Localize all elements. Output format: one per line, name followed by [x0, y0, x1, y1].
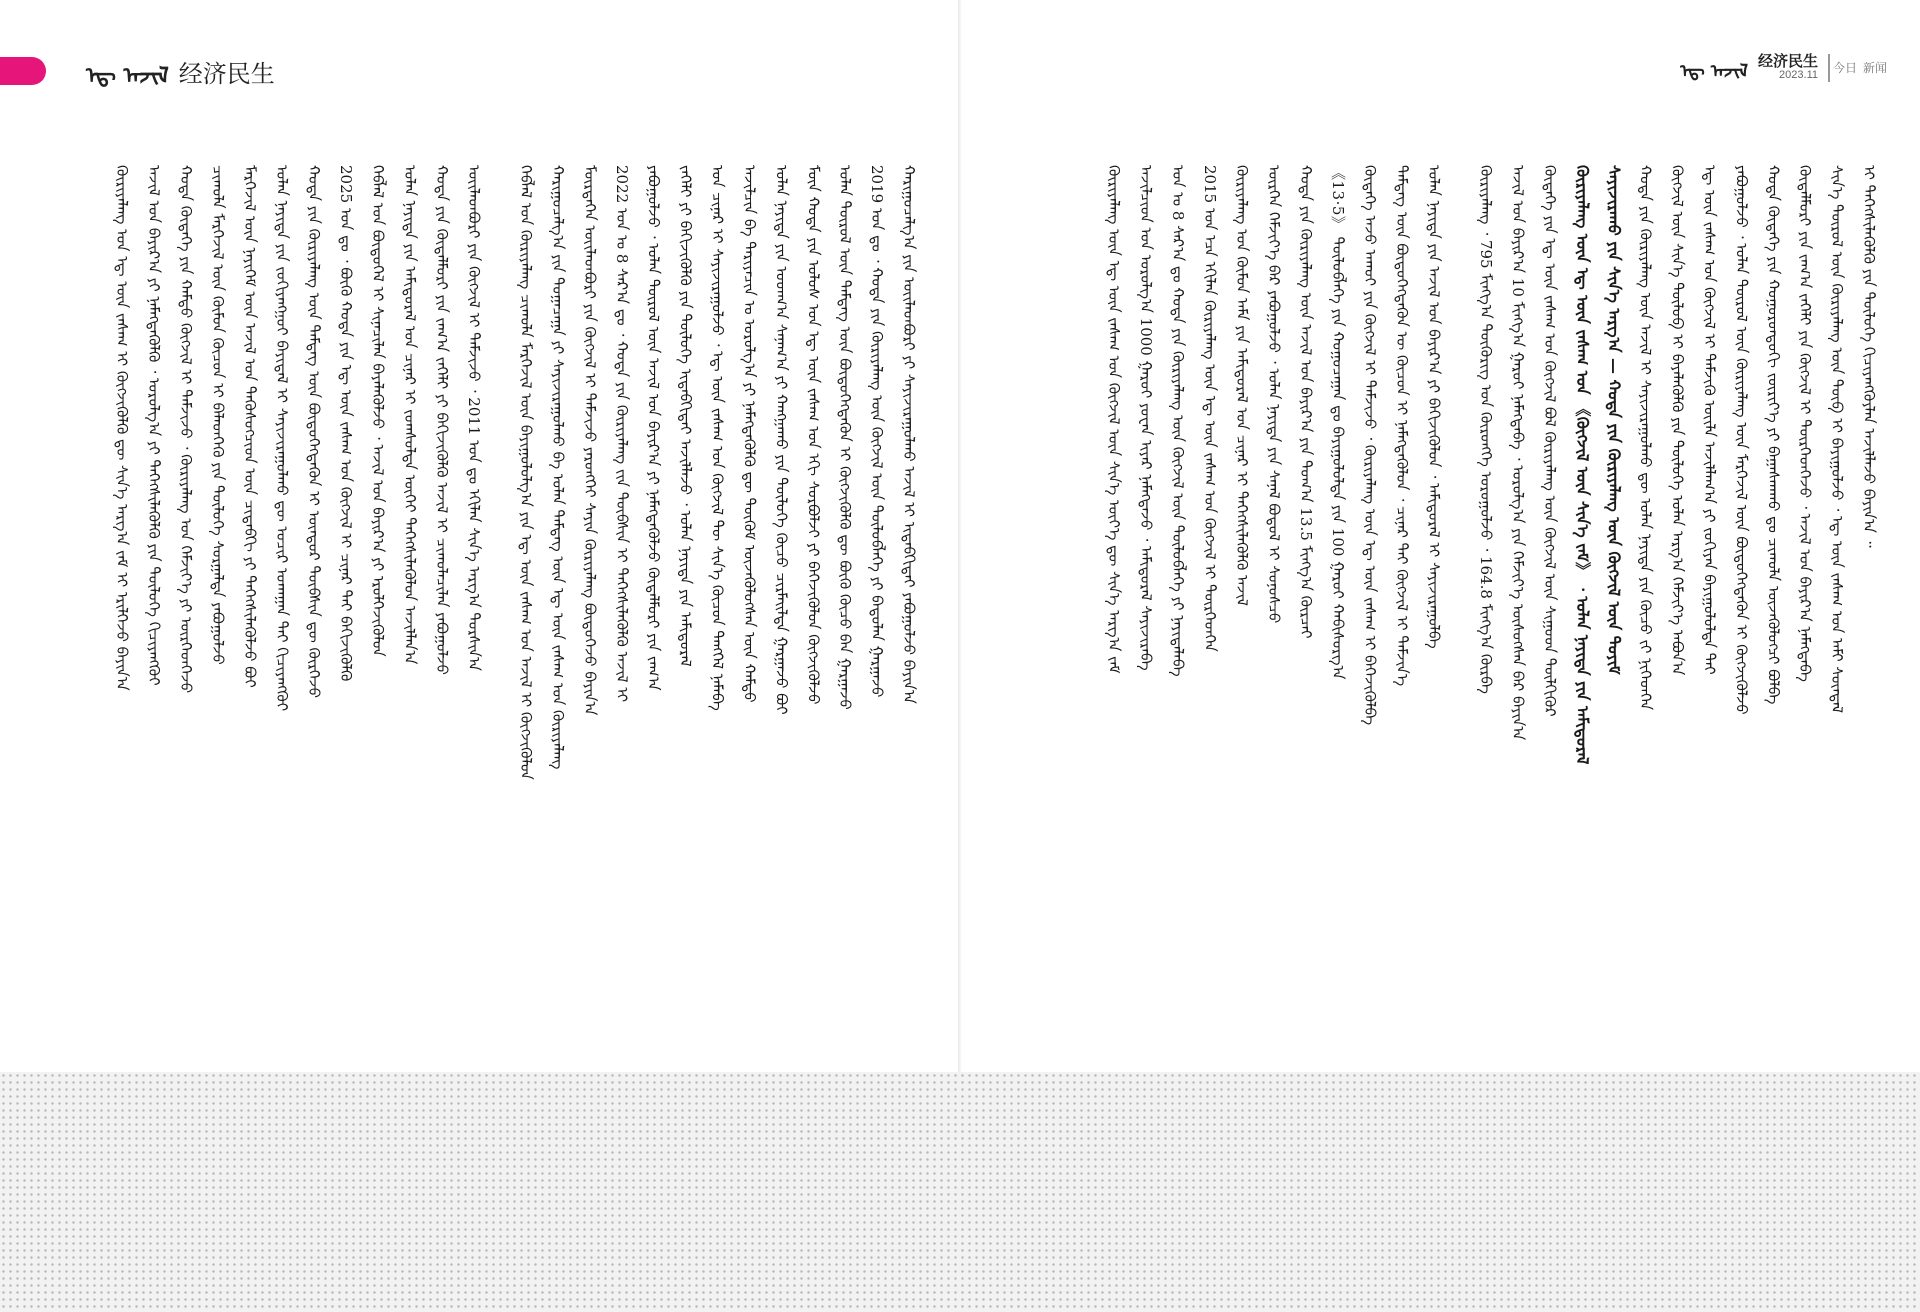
text-column-line: ᠬᠥᠭᠵᠢᠯ ᠦᠨ ᠰᠢᠨ᠎ᠡ ᠲᠥᠯᠥᠪ ᠢ ᠪᠡᠶᠡᠯᠡᠭᠦᠯᠬᠦ ᠶᠢᠨ ᠲᠥᠯᠦᠭᠡ ᠣᠯᠠᠨ ᠠᠷᠭ᠎ᠠ ᠬᠡᠮᠵᠢᠶ᠎ᠡ ᠠᠪᠤᠨ᠎ᠠ [1668, 165, 1687, 676]
right-page-text-columns [1035, 165, 1885, 1075]
text-column-line: ᠬᠥᠳᠡᠭᠡ ᠠᠵᠤ ᠠᠬᠤᠢ ᠶᠢᠨ ᠬᠥᠭᠵᠢᠯ ᠢ ᠳᠡᠮᠵᠢᠵᠦ ᠂ ᠬᠦᠷᠢᠶᠡᠯᠡᠩ ᠦᠨ ᠡᠳ᠋ ᠦᠨ ᠵᠠᠰᠠᠭ ᠢ ᠪᠡᠬᠡᠵᠢᠭᠦᠯᠪᠡ [1361, 165, 1379, 726]
text-column-line: 2022 ᠣᠨ ᠤ 8 ᠰᠠᠷ᠎ᠠ ᠳᠤ ᠂ ᠬᠣᠲᠠ ᠶᠢᠨ ᠬᠦᠷᠢᠶᠡᠯᠡᠩ ᠵᠢᠨ ᠲᠦᠪᠰᠢᠨ ᠢ ᠳᠡᠭᠡᠭᠰᠢᠯᠡᠭᠦᠯᠬᠦ ᠠᠵᠢᠯ ᠢ [612, 165, 631, 703]
right-page-right-column-block [1470, 165, 1885, 1075]
text-column-line: ᠦᠢᠯᠡᠳᠪᠦᠷᠢ ᠶᠢᠨ ᠬᠥᠭᠵᠢᠯ ᠢ ᠳᠡᠮᠵᠢᠵᠦ ᠂ 2011 ᠣᠨ ᠳᠤ ᠡᠬᠢᠯᠡᠨ ᠰᠢᠨ᠎ᠡ ᠠᠷᠭ᠎ᠠ ᠲᠤᠷᠰᠢᠨ᠎ᠠ [465, 165, 483, 671]
issue-date: 2023.11 [1779, 68, 1818, 81]
text-column-line: ᠲᠡᠮᠳᠡᠭ ᠦᠨ ᠪᠦᠲᠦᠭᠡᠭᠳᠡᠬᠦᠨ ᠦ ᠬᠦᠴᠦᠨ ᠢ ᠨᠡᠮᠡᠭᠳᠡᠭᠦᠯᠦᠨ ᠂ ᠴᠢᠨᠠᠷ ᠲᠠᠢ ᠬᠥᠭᠵᠢᠯ ᠢ ᠳᠡᠮᠵᠢᠨ᠎ᠡ [1393, 165, 1411, 687]
text-column-line: ᠬᠣᠲᠠ ᠬᠥᠳᠡᠭᠡ ᠶᠢᠨ ᠬᠠᠮᠲᠤ ᠬᠥᠭᠵᠢᠯ ᠢ ᠳᠡᠮᠵᠢᠵᠦ ᠂ ᠬᠦᠷᠢᠶᠡᠯᠡᠩ ᠤᠨ ᠬᠡᠮᠵᠢᠶ᠎ᠡ ᠶᠢ ᠥᠷᠭᠡᠳᠬᠡᠵᠦ [177, 165, 195, 694]
text-column-line: 2019 ᠣᠨ ᠳᠤ ᠂ ᠬᠣᠲᠠ ᠶᠢᠨ ᠬᠦᠷᠢᠶᠡᠯᠡᠩ ᠦᠨ ᠬᠦᠭᠵᠢᠯ ᠦᠨ ᠲᠥᠯᠦᠪᠯᠡᠭᠡ ᠶᠢ ᠪᠠᠲᠤᠯᠠᠨ ᠭᠠᠷᠭᠠᠵᠤ [868, 165, 887, 698]
text-column-line: ᠶᠠᠪᠤᠭᠤᠯᠵᠤ ᠂ ᠣᠯᠠᠨ ᠲᠥᠷᠥᠯ ᠦᠨ ᠠᠵᠢᠯ ᠤᠨ ᠪᠠᠶᠢᠷ᠎ᠠ ᠶᠢ ᠨᠡᠮᠡᠭᠳᠡᠭᠦᠯᠵᠦ ᠬᠥᠳᠡᠯᠮᠦᠷᠢ ᠶᠢᠨ ᠵᠠᠬ᠎ᠠ [644, 165, 663, 691]
text-column-line: ᠢ ᠳᠡᠭᠡᠭᠰᠢᠯᠡᠭᠦᠯᠬᠦ ᠶᠢᠨ ᠲᠥᠯᠦᠭᠡ ᠬᠢᠴᠢᠶᠡᠩᠭᠦᠶᠯᠡᠨ ᠠᠵᠢᠯᠯᠠᠵᠤ ᠪᠠᠶᠢᠨ᠎ᠠ ᠃ [1860, 165, 1879, 548]
left-page-text-columns [75, 165, 925, 1075]
logo-text-bottom: 新闻 [1862, 60, 1887, 75]
text-column-line: ᠮᠥᠨ ᠬᠣᠲᠠ ᠶᠢᠨ ᠤᠯᠤᠰ ᠤᠨ ᠡᠳ᠋ ᠦᠨ ᠵᠠᠰᠠᠭ ᠤᠨ ᠡᠬᠢ ᠰᠤᠷᠪᠤᠯᠵᠢ ᠶᠢ ᠪᠡᠬᠡᠵᠢᠭᠦᠯᠦᠨ ᠬᠥᠭᠵᠢᠭᠦᠯᠵᠦ [804, 165, 823, 705]
text-column-line: ᠶᠠᠪᠤᠭᠤᠯᠵᠤ ᠂ ᠣᠯᠠᠨ ᠲᠥᠷᠥᠯ ᠦᠨ ᠬᠦᠷᠢᠶᠡᠯᠡᠩ ᠦᠨ ᠮᠡᠷᠭᠡᠵᠢᠯ ᠦᠨ ᠪᠦᠲᠦᠭᠡᠭᠳᠡᠬᠦᠨ ᠢ ᠬᠥᠭᠵᠢᠭᠦᠯᠵᠦ [1732, 165, 1751, 715]
text-column-line: ᠬᠣᠲᠠ ᠶᠢᠨ ᠬᠦᠷᠢᠶᠡᠯᠡᠩ ᠦᠨ ᠲᠡᠮᠳᠡᠭ ᠦᠨ ᠪᠦᠲᠦᠭᠡᠭᠳᠡᠬᠦᠨ ᠢ ᠥᠨᠳᠥᠷ ᠲᠦᠪᠰᠢᠨ ᠳᠦ ᠬᠦᠷᠭᠡᠵᠦ [305, 165, 323, 699]
text-column-line: ᠣᠯᠠᠨ ᠨᠡᠶᠢᠲᠡ ᠶᠢᠨ ᠠᠵᠢᠯ ᠤᠨ ᠪᠠᠶᠢᠷ᠎ᠠ ᠶᠢ ᠪᠡᠬᠢᠵᠢᠭᠦᠯᠦᠨ ᠂ ᠠᠮᠢᠳᠤᠷᠠᠯ ᠢ ᠰᠠᠶᠢᠵᠢᠷᠠᠭᠤᠯᠪᠠ [1425, 165, 1443, 649]
article-headline-line: ᠬᠦᠷᠢᠶᠡᠯᠡᠩ ᠦᠨ ᠡᠳ᠋ ᠦᠨ ᠵᠠᠰᠠᠭ ᠤᠨ 《ᠬᠥᠭᠵᠢᠯ ᠦᠨ ᠰᠢᠨ᠎ᠡ ᠵᠠᠮ》 ᠂ ᠣᠯᠠᠨ ᠨᠡᠶᠢᠲᠡ ᠶᠢᠨ ᠠᠮᠢᠳᠤᠷᠠᠯ [1572, 165, 1592, 765]
issue-info [1758, 54, 1818, 81]
dotted-background-band [0, 1072, 1920, 1312]
text-column-line: ᠵᠡᠭᠡᠯᠢ ᠶᠢ ᠪᠡᠬᠢᠵᠢᠭᠦᠯᠬᠦ ᠶᠢᠨ ᠲᠥᠯᠦᠭᠡ ᠢᠳᠡᠪᠬᠢᠲᠡᠢ ᠠᠵᠢᠯᠯᠠᠵᠤ ᠂ ᠣᠯᠠᠨ ᠨᠡᠶᠢᠲᠡ ᠶᠢᠨ ᠠᠮᠢᠳᠤᠷᠠᠯ [676, 165, 695, 667]
left-page-right-column-block [510, 165, 925, 1075]
text-column-line: ᠬᠡᠪᠯᠡᠯ ᠤᠨ ᠪᠦᠲᠦᠭᠡᠯ ᠢ ᠰᠢᠨᠡᠴᠢᠯᠡᠨ ᠪᠡᠶᠡᠯᠡᠭᠦᠯᠵᠦ ᠂ ᠠᠵᠢᠯ ᠤᠨ ᠪᠠᠶᠢᠷ᠎ᠠ ᠶᠢ ᠡᠷᠦᠯᠬᠡᠵᠢᠭᠦᠯᠦᠨ [369, 165, 387, 657]
text-column-line: ᠥᠷᠭᠡᠨ ᠬᠡᠮᠵᠢᠶ᠎ᠡ ᠪᠡᠷ ᠶᠠᠪᠤᠭᠤᠯᠵᠤ ᠂ ᠣᠯᠠᠨ ᠨᠡᠶᠢᠲᠡ ᠶᠢᠨ ᠰᠠᠨᠠᠯ ᠪᠣᠳᠤᠯ ᠢ ᠰᠣᠨᠣᠰᠴᠤ [1265, 165, 1283, 624]
section-chinese-title: 经济民生 [178, 59, 275, 88]
text-column-line: ᠬᠥᠳᠡᠭᠡ ᠶᠢᠨ ᠡᠳ᠋ ᠦᠨ ᠵᠠᠰᠠᠭ ᠤᠨ ᠬᠥᠭᠵᠢᠯ ᠪᠣᠯ ᠬᠦᠷᠢᠶᠡᠯᠡᠩ ᠦᠨ ᠬᠥᠭᠵᠢᠯ ᠦᠨ ᠰᠢᠭᠤᠳ ᠲᠦᠯᠬᠢᠭᠦᠷ [1540, 165, 1559, 717]
right-page-left-column-block [1035, 165, 1450, 1075]
text-column-line: ᠠᠵᠢᠯ ᠤᠨ ᠪᠠᠶᠢᠷ᠎ᠠ 10 ᠮᠢᠩᠭ᠎ᠠ ᠭᠠᠷᠤᠢ ᠨᠡᠮᠡᠭᠳᠡᠪᠡ ᠂ ᠣᠷᠤᠯᠭ᠎ᠠ ᠶᠢᠨ ᠬᠡᠮᠵᠢᠶ᠎ᠡ ᠥᠰᠦᠭᠰᠡᠨ ᠪᠡᠷ ᠪᠠᠶᠢᠨ᠎ᠠ [1508, 165, 1527, 741]
text-column-line: ᠠᠵᠢᠯᠴᠢᠨ ᠪᠠ ᠲᠠᠷᠢᠶᠠᠴᠢᠨ ᠤ ᠣᠷᠤᠯᠭ᠎ᠠ ᠶᠢ ᠨᠡᠮᠡᠭᠳᠡᠭᠦᠯᠬᠦ ᠳᠦ ᠳᠥᠭᠥᠮ ᠦᠵᠡᠭᠦᠯᠦᠭᠰᠡᠨ ᠦᠨ ᠬᠠᠮᠲᠤ [740, 165, 759, 703]
article-headline-line: ᠰᠠᠶᠢᠵᠢᠷᠠᠬᠤ ᠶᠢᠨ ᠰᠢᠨ᠎ᠡ ᠠᠷᠭ᠎ᠠ — ᠬᠣᠲᠠ ᠶᠢᠨ ᠬᠦᠷᠢᠶᠡᠯᠡᠩ ᠦᠨ ᠬᠥᠭᠵᠢᠯ ᠦᠨ ᠲᠣᠶᠢᠮ [1604, 165, 1624, 675]
text-column-line: ᠠᠵᠢᠯ ᠤᠨ ᠪᠠᠶᠢᠷ᠎ᠠ ᠶᠢ ᠨᠡᠮᠡᠭᠳᠡᠭᠦᠯᠬᠦ ᠂ ᠣᠷᠤᠯᠭ᠎ᠠ ᠶᠢ ᠳᠡᠭᠡᠭᠰᠢᠯᠡᠭᠦᠯᠬᠦ ᠶᠢᠨ ᠲᠥᠯᠦᠭᠡ ᠬᠢᠴᠢᠶᠡᠩᠭᠦᠶ [145, 165, 163, 686]
text-column-line: ᠡᠳ᠋ ᠦᠨ ᠵᠠᠰᠠᠭ ᠤᠨ ᠬᠥᠭᠵᠢᠯ ᠢ ᠳᠡᠮᠵᠢᠬᠦ ᠦᠢᠯᠡ ᠠᠵᠢᠯᠯᠠᠭ᠎ᠠ ᠶᠢ ᠵᠣᠬᠢᠶᠠᠨ ᠪᠠᠶᠢᠭᠤᠯᠤᠯᠲᠠ ᠲᠠᠢ [1700, 165, 1719, 675]
section-mongolian-title: ᠡᠳ᠋ ᠠᠵᠢᠯ [86, 63, 169, 89]
text-column-line: ᠣᠯᠠᠨ ᠲᠥᠷᠥᠯ ᠦᠨ ᠲᠡᠮᠳᠡᠭ ᠦᠨ ᠪᠦᠲᠦᠭᠡᠭᠳᠡᠬᠦᠨ ᠢ ᠬᠥᠭᠵᠢᠭᠦᠯᠬᠦ ᠳᠦ ᠪᠦᠬᠦ ᠬᠦᠴᠦ ᠪᠡᠨ ᠭᠠᠷᠭᠠᠵᠤ [836, 165, 855, 710]
left-page-header [0, 52, 275, 90]
text-column-line: ᠰᠢᠨ᠎ᠡ ᠲᠥᠷᠥᠯ ᠦᠨ ᠬᠦᠷᠢᠶᠡᠯᠡᠩ ᠦᠨ ᠲᠥᠪ ᠢ ᠪᠠᠶᠢᠭᠤᠯᠵᠤ ᠂ ᠡᠳ᠋ ᠦᠨ ᠵᠠᠰᠠᠭ ᠤᠨ ᠠᠮᠢ ᠰᠦᠨᠳᠡᠯ [1828, 165, 1847, 714]
section-chinese-title: 经济民生 [1757, 52, 1818, 70]
text-column-line: ᠬᠠᠷᠢᠭᠤᠴᠠᠯᠭ᠎ᠠ ᠶᠢᠨ ᠦᠢᠯᠡᠳᠪᠦᠷᠢ ᠶᠢ ᠰᠠᠶᠢᠵᠢᠷᠠᠭᠤᠯᠬᠤ ᠠᠵᠢᠯ ᠢ ᠢᠳᠡᠪᠬᠢᠲᠡᠢ ᠶᠠᠪᠤᠭᠤᠯᠵᠤ ᠪᠠᠶᠢᠨ᠎ᠠ [900, 165, 919, 704]
text-column-line: ᠬᠣᠲᠠ ᠶᠢᠨ ᠬᠦᠷᠢᠶᠡᠯᠡᠩ ᠦᠨ ᠠᠵᠢᠯ ᠢ ᠰᠠᠶᠢᠵᠢᠷᠠᠭᠤᠯᠬᠤ ᠳᠦ ᠣᠯᠠᠨ ᠨᠡᠶᠢᠲᠡ ᠶᠢᠨ ᠬᠦᠴᠦ ᠵᠢ ᠨᠢᠭᠡᠳᠭᠡᠨ [1636, 165, 1655, 711]
section-tab-marker [0, 57, 46, 85]
text-column-line: ᠮᠥᠷᠲᠡᠭᠡᠨ ᠦᠢᠯᠡᠳᠪᠦᠷᠢ ᠶᠢᠨ ᠬᠥᠭᠵᠢᠯ ᠢ ᠳᠡᠮᠵᠢᠵᠦ ᠶᠡᠷᠦᠩᠬᠡᠢ ᠰᠠᠶᠢᠨ ᠬᠦᠷᠢᠶᠡᠯᠡᠩ ᠪᠦᠲᠦᠭᠡᠵᠦ ᠪᠠᠶᠢᠨ᠎ᠠ [580, 165, 599, 716]
publication-logo [1828, 54, 1890, 82]
text-column-line: 2025 ᠣᠨ ᠳᠤ ᠂ ᠪᠦᠬᠦ ᠬᠣᠲᠠ ᠶᠢᠨ ᠡᠳ᠋ ᠦᠨ ᠵᠠᠰᠠᠭ ᠤᠨ ᠬᠥᠭᠵᠢᠯ ᠢ ᠴᠢᠨᠠᠷ ᠲᠠᠢ ᠪᠡᠬᠢᠵᠢᠭᠦᠯᠬᠦ [337, 165, 355, 682]
text-column-line: ᠬᠥᠳᠡᠯᠮᠦᠷᠢ ᠶᠢᠨ ᠵᠠᠬ᠎ᠠ ᠵᠡᠭᠡᠯᠢ ᠶᠢᠨ ᠬᠥᠭᠵᠢᠯ ᠢ ᠲᠦᠷᠭᠡᠳᠬᠡᠵᠦ ᠂ ᠠᠵᠢᠯ ᠤᠨ ᠪᠠᠶᠢᠷ᠎ᠠ ᠨᠡᠮᠡᠭᠳᠡᠪᠡ [1796, 165, 1815, 682]
text-column-line: ᠣᠯᠠᠨ ᠨᠡᠶᠢᠲᠡ ᠶᠢᠨ ᠤᠳᠬ᠎ᠠ ᠰᠠᠨᠠᠭ᠎ᠠ ᠶᠢ ᠬᠠᠩᠭᠠᠬᠤ ᠶᠢᠨ ᠲᠥᠯᠦᠭᠡ ᠬᠦᠴᠦ ᠴᠢᠷᠮᠠᠢᠯᠲᠠ ᠭᠠᠷᠭᠠᠵᠤ ᠪᠤᠢ [772, 165, 791, 715]
text-column-line: ᠮᠡᠷᠭᠡᠵᠢᠯ ᠦᠨ ᠨᠡᠶᠢᠭᠡᠮ ᠦᠨ ᠠᠵᠢᠯ ᠤᠨ ᠲᠡᠭᠦᠰᠦᠭᠴᠢᠳ ᠦᠨ ᠴᠢᠳᠠᠪᠬᠢ ᠶᠢ ᠳᠡᠭᠡᠭᠰᠢᠯᠡᠭᠦᠯᠵᠦ ᠪᠤᠢ [241, 165, 259, 688]
text-column-line: ᠬᠦᠷᠢᠶᠡᠯᠡᠩ ᠤᠨ ᠬᠦᠮᠦᠨ ᠠᠮᠠ ᠶᠢᠨ ᠠᠮᠢᠳᠤᠷᠠᠯ ᠤᠨ ᠴᠢᠨᠠᠷ ᠢ ᠳᠡᠭᠡᠭᠰᠢᠯᠡᠭᠦᠯᠬᠦ ᠠᠵᠢᠯ [1233, 165, 1251, 606]
text-column-line: ᠣᠯᠠᠨ ᠨᠡᠶᠢᠲᠡ ᠶᠢᠨ ᠠᠮᠢᠳᠤᠷᠠᠯ ᠤᠨ ᠴᠢᠨᠠᠷ ᠢ ᠵᠣᠭᠰᠣᠯᠲᠠ ᠦᠭᠡᠢ ᠳᠡᠭᠡᠭᠰᠢᠯᠡᠭᠦᠯᠦᠨ ᠠᠵᠢᠯᠯᠠᠨ᠎ᠠ [401, 165, 419, 665]
section-mongolian-title: ᠡᠳ᠋ ᠠᠵᠢᠯ [1680, 61, 1748, 82]
text-column-line: ᠣᠨ ᠤ 8 ᠰᠠᠷ᠎ᠠ ᠳᠤ ᠬᠣᠲᠠ ᠶᠢᠨ ᠬᠦᠷᠢᠶᠡᠯᠡᠩ ᠦᠨ ᠬᠥᠭᠵᠢᠯ ᠦᠨ ᠲᠥᠯᠦᠪᠯᠡᠭᠡ ᠶᠢ ᠨᠡᠶᠢᠲᠡᠯᠡᠪᠡ [1169, 165, 1187, 677]
left-page-left-column-block [75, 165, 490, 1075]
text-column-line: ᠣᠯᠠᠨ ᠨᠡᠶᠢᠲᠡ ᠶᠢᠨ ᠵᠣᠬᠢᠶᠠᠩᠭᠤᠶ ᠪᠠᠶᠢᠳᠠᠯ ᠢ ᠰᠠᠶᠢᠵᠢᠷᠠᠭᠤᠯᠬᠤ ᠳᠦ ᠤᠴᠢᠷ ᠤᠬᠠᠭᠠᠨ ᠲᠠᠢ ᠬᠢᠴᠢᠶᠡᠩᠭᠦᠶ [273, 165, 291, 712]
text-column-line: ᠬᠠᠷᠢᠭᠤᠴᠠᠯᠭ᠎ᠠ ᠶᠢᠨ ᠲᠣᠭᠠᠴᠠᠭᠠ ᠶᠢ ᠰᠠᠶᠢᠵᠢᠷᠠᠭᠤᠯᠬᠤ ᠪᠠ ᠣᠯᠠᠨ ᠲᠡᠮᠳᠡᠭ ᠦᠨ ᠡᠳ᠋ ᠦᠨ ᠵᠠᠰᠠᠭ ᠤᠨ ᠬᠦᠷᠢᠶᠡᠯᠡᠩ [548, 165, 567, 770]
text-column-line: 《13·5》 ᠲᠥᠯᠦᠪᠯᠡᠭᠡ ᠶᠢᠨ ᠬᠤᠭᠤᠴᠠᠭᠠᠨ ᠳᠤ ᠪᠠᠶᠢᠭᠤᠯᠤᠯᠲᠠ ᠶᠢᠨ 100 ᠭᠠᠷᠤᠢ ᠬᠠᠪᠢᠰᠤᠷᠭ᠎ᠠ [1329, 165, 1347, 680]
right-page-header [1680, 52, 1890, 83]
text-column-line: 2015 ᠣᠨ ᠡᠴᠡ ᠡᠬᠢᠯᠡᠨ ᠬᠦᠷᠢᠶᠡᠯᠡᠩ ᠦᠨ ᠡᠳ᠋ ᠦᠨ ᠵᠠᠰᠠᠭ ᠤᠨ ᠬᠥᠭᠵᠢᠯ ᠢ ᠲᠦᠷᠭᠡᠳᠬᠡᠨ [1201, 165, 1219, 652]
text-column-line: ᠬᠦᠷᠢᠶᠡᠯᠡᠩ ᠦᠨ ᠡᠳ᠋ ᠦᠨ ᠵᠠᠰᠠᠭ ᠤᠨ ᠬᠥᠭᠵᠢᠯ ᠦᠨ ᠰᠢᠨ᠎ᠡ ᠦᠶ᠎ᠡ ᠳᠦ ᠰᠢᠨ᠎ᠡ ᠠᠷᠭ᠎ᠠ ᠵᠠᠮ [1105, 165, 1123, 674]
text-column-line: ᠬᠡᠪᠯᠡᠯ ᠤᠨ ᠬᠦᠷᠢᠶᠡᠯᠡᠩ ᠴᠢᠬᠤᠯᠠ ᠮᠡᠷᠭᠡᠵᠢᠯ ᠦᠨ ᠪᠠᠶᠢᠭᠤᠯᠤᠯᠭ᠎ᠠ ᠶᠢᠨ ᠡᠳ᠋ ᠦᠨ ᠵᠠᠰᠠᠭ ᠤᠨ ᠠᠵᠢᠯ ᠢ ᠬᠦᠭᠵᠢᠭᠦᠯᠦᠨ [517, 165, 536, 780]
text-column-line: ᠬᠦᠷᠢᠶᠡᠯᠡᠩ ᠤᠨ ᠡᠳ᠋ ᠦᠨ ᠵᠠᠰᠠᠭ ᠢ ᠬᠥᠭᠵᠢᠭᠦᠯᠬᠦ ᠳᠦ ᠰᠢᠨ᠎ᠡ ᠠᠷᠭ᠎ᠠ ᠵᠠᠮ ᠢ ᠡᠷᠢᠯᠬᠡᠵᠦ ᠪᠠᠶᠢᠨ᠎ᠠ [113, 165, 131, 691]
logo-text-top: 今日 [1832, 60, 1857, 75]
text-column-line: ᠤᠨ ᠴᠢᠨᠠᠷ ᠢ ᠰᠠᠶᠢᠵᠢᠷᠠᠭᠤᠯᠵᠤ ᠂ ᠡᠳ᠋ ᠦᠨ ᠵᠠᠰᠠᠭ ᠤᠨ ᠬᠥᠭᠵᠢᠯ ᠲᠦ ᠰᠢᠨ᠎ᠡ ᠬᠦᠴᠦᠨ ᠲᠡᠩᠭᠡᠯ ᠨᠡᠮᠡᠪᠡ [708, 165, 727, 711]
text-column-line: ᠴᠢᠬᠤᠯᠠ ᠮᠡᠷᠭᠡᠵᠢᠯ ᠦᠨ ᠬᠦᠮᠦᠨ ᠬᠦᠴᠦᠨ ᠢ ᠪᠡᠯᠡᠳᠬᠡᠬᠦ ᠶᠢᠨ ᠲᠥᠯᠦᠭᠡ ᠰᠤᠷᠭᠠᠯᠲᠠ ᠶᠠᠪᠤᠭᠤᠯᠵᠤ [209, 165, 227, 665]
text-column-line: ᠬᠣᠲᠠ ᠶᠢᠨ ᠬᠦᠷᠢᠶᠡᠯᠡᠩ ᠦᠨ ᠠᠵᠢᠯ ᠤᠨ ᠪᠠᠶᠢᠷ᠎ᠠ ᠶᠢᠨ ᠲᠣᠭ᠎ᠠ 13.5 ᠮᠢᠩᠭ᠎ᠠ ᠬᠦᠷᠴᠡᠢ [1297, 165, 1315, 639]
text-column-line: ᠬᠦᠷᠢᠶᠡᠯᠡᠩ ᠂ 795 ᠮᠢᠩᠭ᠎ᠠ ᠲᠥᠭᠥᠷᠢᠭ ᠤᠨ ᠬᠥᠷᠥᠩᠭᠡ ᠣᠷᠤᠭᠤᠯᠵᠤ ᠂ 164.8 ᠮᠢᠩᠭ᠎ᠠ ᠬᠦᠷᠪᠡ [1477, 165, 1496, 694]
text-column-line: ᠬᠣᠲᠠ ᠶᠢᠨ ᠬᠥᠳᠡᠯᠮᠦᠷᠢ ᠶᠢᠨ ᠵᠠᠬ᠎ᠠ ᠵᠡᠭᠡᠯᠢ ᠶᠢ ᠪᠡᠬᠢᠵᠢᠭᠦᠯᠬᠦ ᠠᠵᠢᠯ ᠢ ᠴᠢᠬᠤᠯᠠᠴᠢᠯᠠᠨ ᠶᠠᠪᠤᠭᠤᠯᠵᠤ [433, 165, 451, 675]
text-column-line: ᠬᠣᠲᠠ ᠬᠥᠳᠡᠭᠡ ᠶᠢᠨ ᠬᠣᠭᠣᠷᠣᠨᠳᠤᠬᠢ ᠵᠥᠷᠢᠶ᠎ᠡ ᠶᠢ ᠪᠠᠭᠠᠰᠬᠠᠬᠤ ᠳᠤ ᠴᠢᠬᠤᠯᠠ ᠦᠵᠡᠭᠦᠯᠦᠭᠴᠢ ᠪᠣᠯᠪᠠ [1764, 165, 1783, 705]
text-column-line: ᠠᠵᠢᠯᠴᠢᠳ ᠤᠨ ᠣᠷᠤᠯᠭ᠎ᠠ 1000 ᠭᠠᠷᠤᠢ ᠶᠤᠸᠠᠨ ᠢᠶᠡᠷ ᠨᠡᠮᠡᠭᠳᠡᠵᠦ ᠂ ᠠᠮᠢᠳᠤᠷᠠᠯ ᠰᠠᠶᠢᠵᠢᠷᠠᠪᠠ [1137, 165, 1155, 671]
